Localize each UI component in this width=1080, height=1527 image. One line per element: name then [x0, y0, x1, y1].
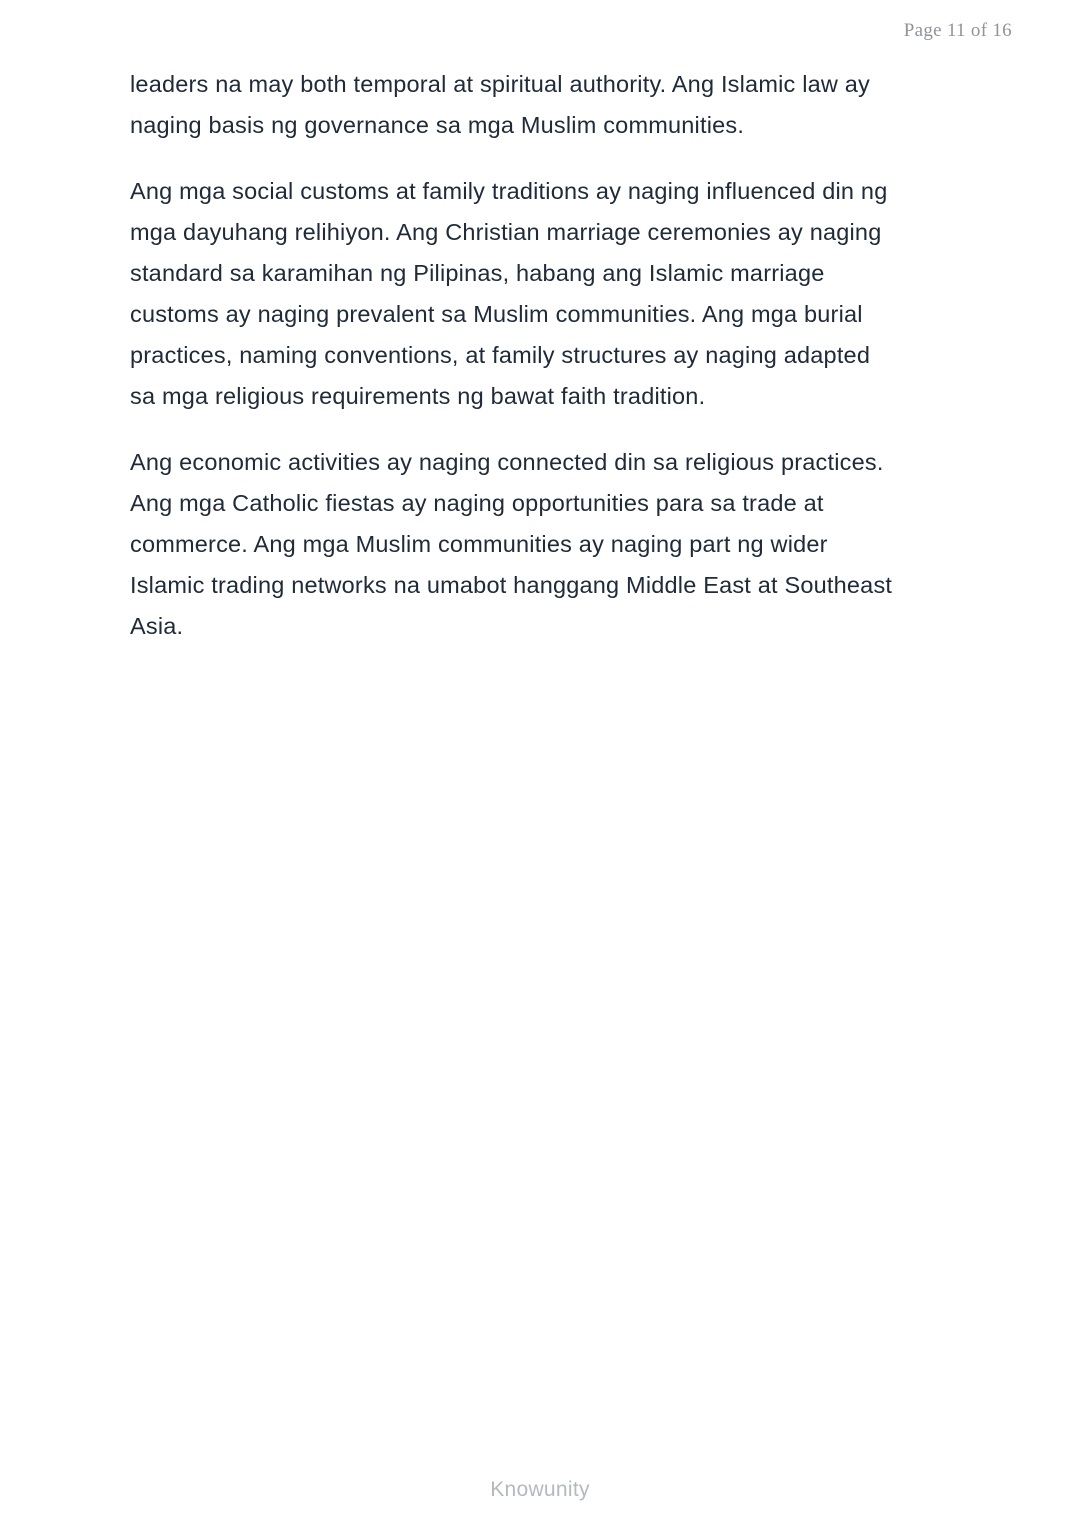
- paragraph: [130, 64, 970, 146]
- text-line: naging basis ng governance sa mga Muslim communities.: [130, 112, 745, 138]
- text-line: Asia.: [130, 613, 184, 639]
- text-line: mga dayuhang relihiyon. Ang Christian marriage ceremonies ay naging: [130, 219, 882, 245]
- page-number: Page 11 of 16: [903, 20, 1012, 41]
- text-line: Ang economic activities ay naging connected din sa religious practices.: [130, 449, 884, 475]
- text-line: leaders na may both temporal at spiritual authority. Ang Islamic law ay: [130, 71, 871, 97]
- text-line: practices, naming conventions, at family structures ay naging adapted: [130, 342, 871, 368]
- text-line: commerce. Ang mga Muslim communities ay naging part ng wider: [130, 531, 828, 557]
- text-line: standard sa karamihan ng Pilipinas, habang ang Islamic marriage: [130, 260, 825, 286]
- text-line: Ang mga Catholic fiestas ay naging opportunities para sa trade at: [130, 490, 824, 516]
- document-body: [130, 64, 970, 672]
- text-line: Ang mga social customs at family traditions ay naging influenced din ng: [130, 178, 888, 204]
- text-line: sa mga religious requirements ng bawat faith tradition.: [130, 383, 706, 409]
- text-line: customs ay naging prevalent sa Muslim communities. Ang mga burial: [130, 301, 863, 327]
- footer-brand: Knowunity: [490, 1478, 590, 1501]
- paragraph: [130, 171, 970, 417]
- paragraph: [130, 442, 970, 647]
- text-line: Islamic trading networks na umabot hanggang Middle East at Southeast: [130, 572, 893, 598]
